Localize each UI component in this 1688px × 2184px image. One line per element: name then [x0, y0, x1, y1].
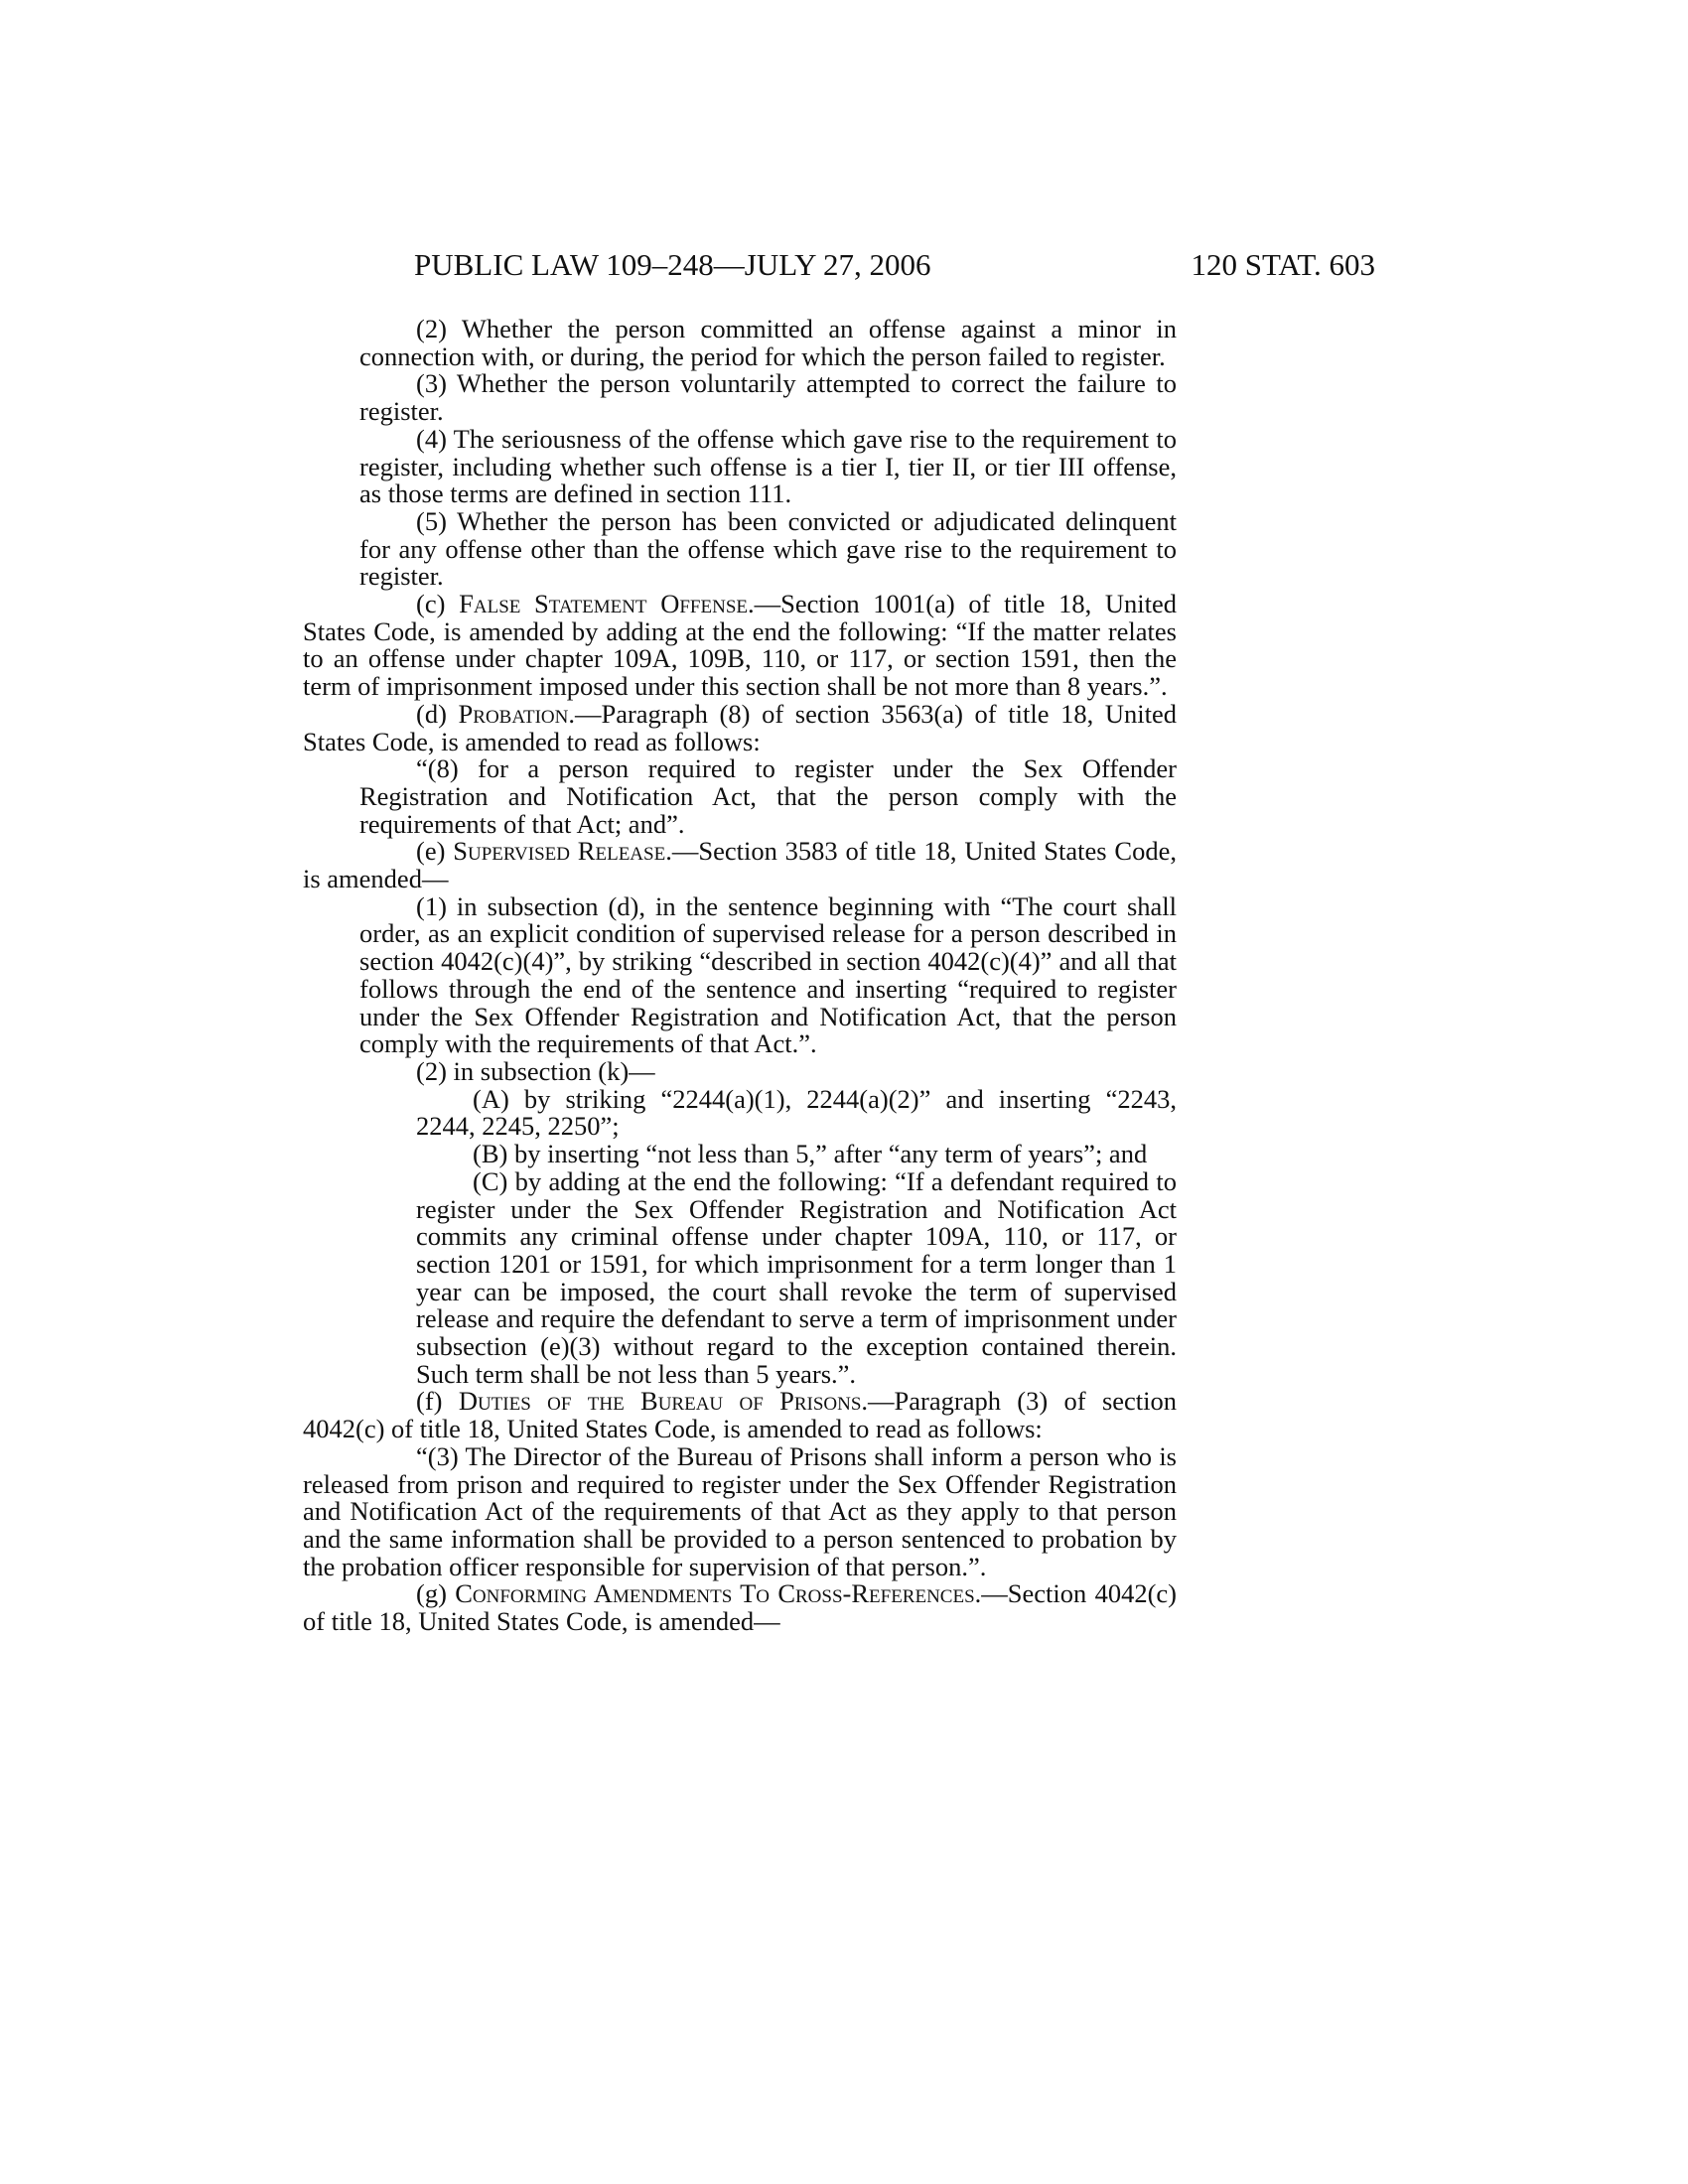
subparagraph-e2b: (B) by inserting “not less than 5,” after “any term of years”; and	[473, 1139, 1148, 1169]
subparagraph-e2a: (A) by striking “2244(a)(1), 2244(a)(2)” and inserting “2243, 2244, 2245, 2250”;	[416, 1083, 1177, 1142]
subsection-d-text: .—Paragraph (8) of section 3563(a) of title 18, United States Code, is amended to read as follows:	[303, 698, 1177, 756]
subsection-f-quote: “(3) The Director of the Bureau of Prisons shall inform a person who is released from prison and required to register under the Sex Offender Registration and Notification Act of the requirements of that Act as they apply to that person and the same information shall be provided to a person sentenced to probation by the probation officer responsible for supervision of that person.”.	[303, 1440, 1177, 1581]
subsection-c	[303, 591, 1177, 701]
running-title: PUBLIC LAW 109–248—JULY 27, 2006	[414, 247, 931, 282]
subsection-f	[303, 1388, 1177, 1442]
subparagraph-e2c: (C) by adding at the end the following: “If a defendant required to register under the Sex Offender Registration and Notification Act commits any criminal offense under chapter 109A, 110, or 117, or section 1201 or 1591, for which imprisonment for a term longer than 1 year can be imposed, the court shall revoke the term of supervised release and require the defendant to serve a term of imprisonment under subsection (e)(3) without regard to the exception contained therein. Such term shall be not less than 5 years.”.	[416, 1165, 1177, 1389]
subsection-d-quote: “(8) for a person required to register under the Sex Offender Registration and Notification Act, that the person comply with the requirements of that Act; and”.	[359, 753, 1177, 839]
paragraph-e2: (2) in subsection (k)—	[416, 1055, 655, 1086]
subsection-g	[303, 1580, 1177, 1635]
subsection-e-text: .—Section 3583 of title 18, United States Code, is amended—	[303, 836, 1177, 894]
statute-page-ref: 120 STAT. 603	[1191, 247, 1375, 282]
subsection-g-text: .—Section 4042(c) of title 18, United States Code, is amended—	[303, 1578, 1178, 1637]
paragraph-b5: (5) Whether the person has been convicted or adjudicated delinquent for any offense other than the offense which gave rise to the requirement to register.	[359, 505, 1177, 592]
subsection-e	[303, 838, 1177, 892]
paragraph-b2: (2) Whether the person committed an offense against a minor in connection with, or during, the period for which the person failed to register.	[359, 314, 1177, 371]
subsection-c-text: .—Section 1001(a) of title 18, United States Code, is amended by adding at the end the following: “If the matter relates to an offense under chapter 109A, 109B, 110, or 117, or section 1591, then the term of imprisonment imposed under this section shall be not more than 8 years.”.	[303, 589, 1178, 702]
paragraph-e1: (1) in subsection (d), in the sentence beginning with “The court shall order, as an explicit condition of supervised release for a person described in section 4042(c)(4)”, by striking “described in section 4042(c)(4)” and all that follows through the end of the sentence and inserting “required to register under the Sex Offender Registration and Notification Act, that the person comply with the requirements of that Act.”.	[359, 890, 1177, 1059]
paragraph-b3: (3) Whether the person voluntarily attempted to correct the failure to register.	[359, 368, 1177, 427]
subsection-g-label: (g)	[416, 1578, 447, 1609]
subsection-f-text: .—Paragraph (3) of section 4042(c) of title 18, United States Code, is amended to read as follows:	[303, 1386, 1178, 1444]
subsection-f-label: (f)	[416, 1386, 443, 1417]
document-body	[303, 316, 1177, 1636]
paragraph-b4: (4) The seriousness of the offense which gave rise to the requirement to register, including whether such offense is a tier I, tier II, or tier III offense, as those terms are defined in section 111.	[359, 423, 1177, 509]
subsection-e-label: (e)	[416, 836, 446, 867]
subsection-d-heading: Probation	[458, 698, 569, 729]
subsection-g-heading: Conforming Amendments To Cross-References	[455, 1578, 975, 1609]
subsection-c-heading: False Statement Offense	[459, 589, 748, 619]
subsection-d	[303, 698, 1177, 756]
page-header	[303, 245, 1375, 285]
subsection-e-heading: Supervised Release	[453, 836, 666, 867]
subsection-d-label: (d)	[416, 698, 447, 729]
subsection-c-label: (c)	[416, 589, 446, 619]
subsection-f-heading: Duties of the Bureau of Prisons	[458, 1386, 862, 1417]
